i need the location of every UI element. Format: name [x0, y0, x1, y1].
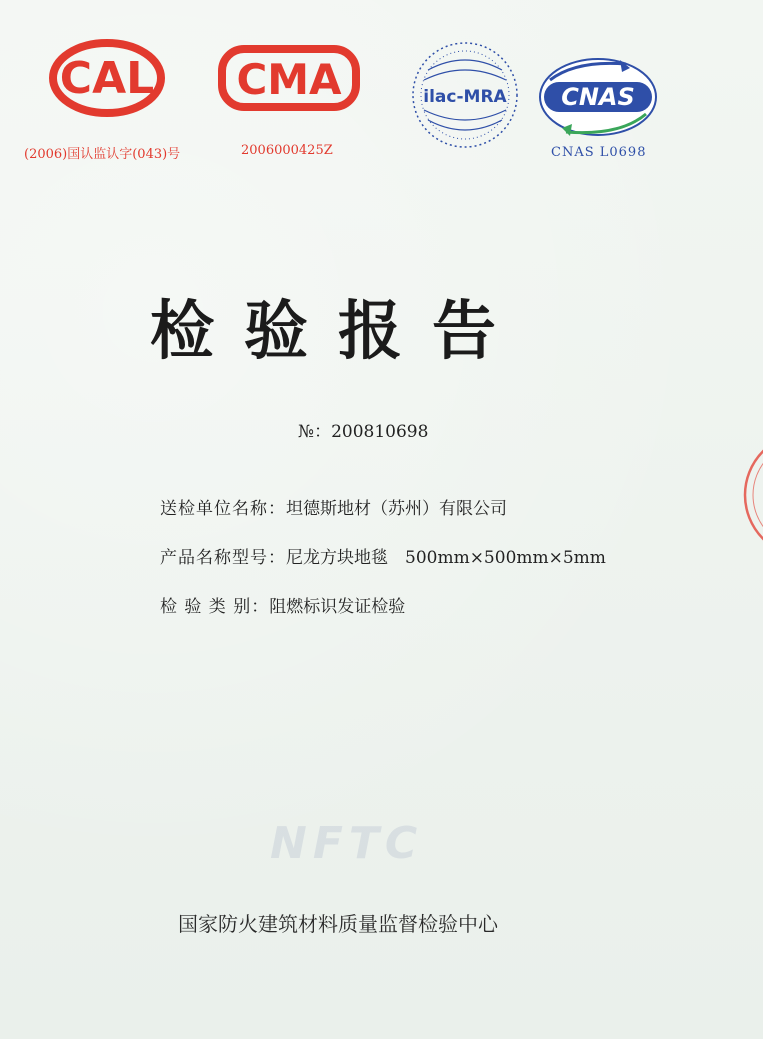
- cal-logo-text: CAL: [59, 53, 155, 104]
- cnas-logo: [536, 52, 660, 142]
- field-client-name: [160, 494, 507, 519]
- field-label: 检 验 类 别：: [160, 597, 270, 617]
- report-title: 检验报告: [150, 295, 526, 369]
- field-value: 坦德斯地材（苏州）有限公司: [286, 499, 507, 519]
- cal-accreditation-number: (2006)国认监认字(043)号: [24, 147, 181, 162]
- issuing-organization: 国家防火建筑材料质量监督检验中心: [178, 912, 498, 936]
- cnas-number: CNAS L0698: [551, 145, 647, 160]
- cma-certificate-number: 2006000425Z: [241, 143, 333, 158]
- cal-logo: [48, 38, 166, 118]
- report-number: №：200810698: [298, 422, 429, 442]
- red-seal-stamp: [727, 425, 763, 565]
- field-label: 送检单位名称：: [160, 499, 286, 519]
- field-label: 产品名称型号：: [160, 548, 286, 568]
- field-value: 阻燃标识发证检验: [269, 597, 406, 617]
- cma-logo-text: CMA: [236, 55, 342, 104]
- cnas-logo-text: CNAS: [561, 83, 635, 111]
- ilac-mra-logo: [410, 40, 520, 150]
- field-product-name: [160, 543, 606, 568]
- cma-logo: [218, 45, 360, 111]
- field-value: 尼龙方块地毯 500mm×500mm×5mm: [286, 548, 606, 568]
- watermark: NFTC: [270, 818, 424, 869]
- ilac-logo-text: ilac-MRA: [423, 87, 507, 107]
- field-inspection-type: [160, 592, 405, 617]
